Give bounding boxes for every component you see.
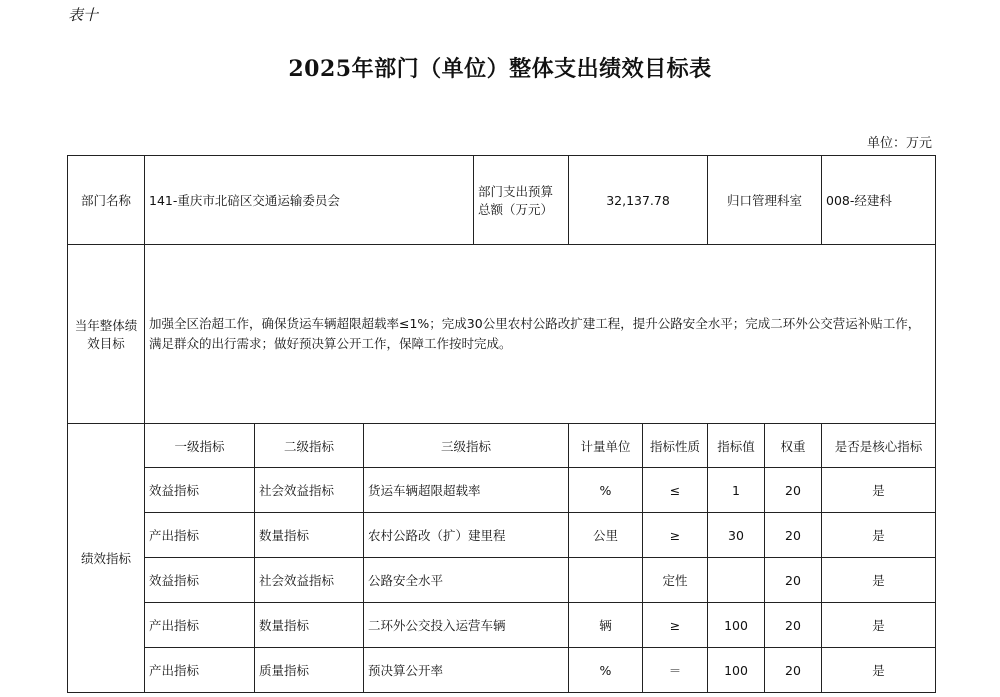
table-row [68,603,936,648]
level1-cell: 效益指标 [145,468,255,513]
level2-cell: 社会效益指标 [255,468,364,513]
level3-cell: 农村公路改（扩）建里程 [364,513,569,558]
dept-name-label: 部门名称 [68,156,145,245]
level3-cell: 二环外公交投入运营车辆 [364,603,569,648]
weight-cell: 20 [765,603,822,648]
value-cell: 30 [708,513,765,558]
nature-cell: ≤ [643,468,708,513]
indicator-header-row [68,424,936,468]
core-cell: 是 [822,558,936,603]
nature-cell: ＝ [643,648,708,693]
goal-label: 当年整体绩效目标 [68,245,145,424]
mgmt-office-value: 008-经建科 [822,156,936,245]
indicators-label: 绩效指标 [68,424,145,693]
column-header: 计量单位 [569,424,643,468]
column-header: 指标值 [708,424,765,468]
unit-cell: % [569,648,643,693]
core-cell: 是 [822,648,936,693]
budget-value: 32,137.78 [569,156,708,245]
core-cell: 是 [822,468,936,513]
level2-cell: 社会效益指标 [255,558,364,603]
core-cell: 是 [822,513,936,558]
budget-label: 部门支出预算总额（万元） [474,156,569,245]
mgmt-office-label: 归口管理科室 [708,156,822,245]
dept-name-value: 141-重庆市北碚区交通运输委员会 [145,156,474,245]
core-cell: 是 [822,603,936,648]
header-row [68,156,936,245]
table-row [68,558,936,603]
column-header: 一级指标 [145,424,255,468]
weight-cell: 20 [765,468,822,513]
document-label: 表十 [68,6,99,24]
level3-cell: 公路安全水平 [364,558,569,603]
column-header: 是否是核心指标 [822,424,936,468]
page-title: 2025年部门（单位）整体支出绩效目标表 [288,56,712,82]
unit-cell: % [569,468,643,513]
weight-cell: 20 [765,558,822,603]
table-row [68,648,936,693]
level3-cell: 预决算公开率 [364,648,569,693]
weight-cell: 20 [765,648,822,693]
unit-cell [569,558,643,603]
level2-cell: 质量指标 [255,648,364,693]
unit-cell: 辆 [569,603,643,648]
level1-cell: 效益指标 [145,558,255,603]
column-header: 三级指标 [364,424,569,468]
nature-cell: ≥ [643,603,708,648]
value-cell [708,558,765,603]
level1-cell: 产出指标 [145,513,255,558]
goal-row [68,245,936,424]
nature-cell: ≥ [643,513,708,558]
column-header: 指标性质 [643,424,708,468]
level2-cell: 数量指标 [255,603,364,648]
value-cell: 100 [708,648,765,693]
weight-cell: 20 [765,513,822,558]
level1-cell: 产出指标 [145,648,255,693]
level3-cell: 货运车辆超限超载率 [364,468,569,513]
value-cell: 100 [708,603,765,648]
table-row [68,468,936,513]
column-header: 二级指标 [255,424,364,468]
unit-note: 单位：万元 [866,136,932,151]
value-cell: 1 [708,468,765,513]
performance-target-table [67,155,936,693]
goal-text: 加强全区治超工作，确保货运车辆超限超载率≤1%；完成30公里农村公路改扩建工程，提升公路安全水平；完成二环外公交营运补贴工作，满足群众的出行需求；做好预决算公开工作，保障工作按时完成。 [145,245,936,424]
level2-cell: 数量指标 [255,513,364,558]
nature-cell: 定性 [643,558,708,603]
unit-cell: 公里 [569,513,643,558]
table-row [68,513,936,558]
level1-cell: 产出指标 [145,603,255,648]
column-header: 权重 [765,424,822,468]
